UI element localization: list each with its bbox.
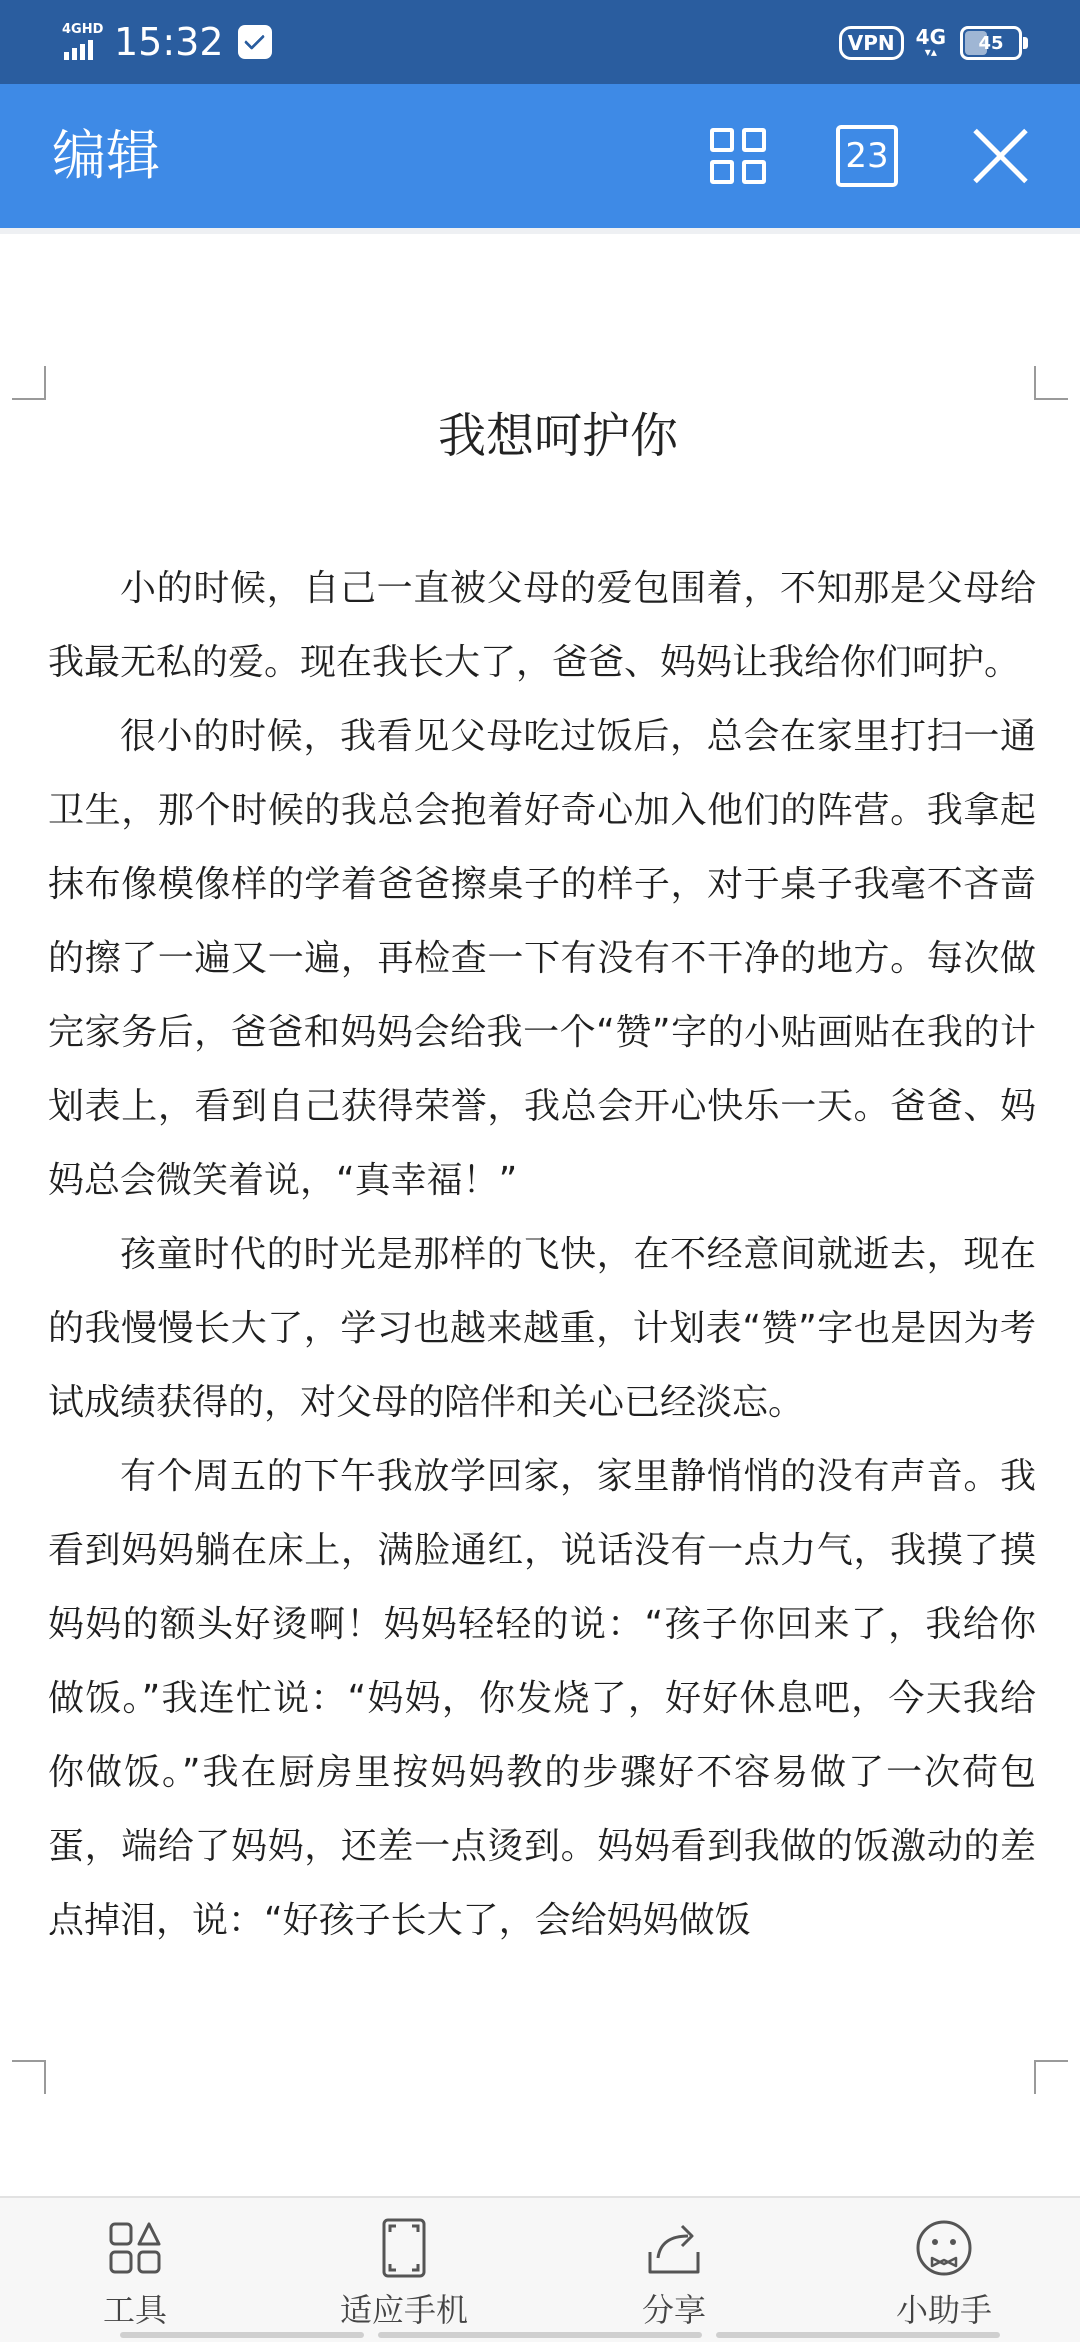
paragraph: 孩童时代的时光是那样的飞快，在不经意间就逝去，现在的我慢慢长大了，学习也越来越重，计划表“赞”字也是因为考试成绩获得的，对父母的陪伴和关心已经淡忘。 — [48, 1234, 1036, 1423]
status-left — [58, 18, 272, 66]
paragraph: 很小的时候，我看见父母吃过饭后，总会在家里打扫一通卫生，那个时候的我总会抱着好奇心加入他们的阵营。我拿起抹布像模像样的学着爸爸擦桌子的样子，对于桌子我毫不吝啬的擦了一遍又一遍，再检查一下有没有不干净的地方。每次做完家务后，爸爸和妈妈会给我一个“赞”字的小贴画贴在我的计划表上，看到自己获得荣誉，我总会开心快乐一天。爸爸、妈妈总会微笑着说，“真幸福！” — [48, 716, 1036, 1201]
bottom-toolbar — [0, 2196, 1080, 2342]
page-count-button[interactable]: 23 — [836, 125, 898, 187]
close-button[interactable] — [968, 122, 1036, 190]
mobile-data-icon: 4G ▾▴ — [915, 25, 946, 59]
document-title: 我想呵护你 — [437, 408, 678, 464]
clock: 15:32 — [114, 20, 224, 64]
grid-view-button[interactable] — [704, 122, 772, 190]
document-body[interactable] — [48, 552, 1036, 1958]
paragraph: 小的时候，自己一直被父母的爱包围着，不知那是父母给我最无私的爱。现在我长大了，爸爸、妈妈让我给你们呵护。 — [48, 568, 1036, 683]
share-icon — [644, 2218, 704, 2278]
share-label: 分享 — [641, 2291, 706, 2329]
share-button[interactable] — [574, 2198, 774, 2342]
mobile-data-label: 4G — [915, 25, 946, 49]
page-corner-mark — [12, 2060, 46, 2094]
message-notification-icon — [238, 25, 272, 59]
vpn-badge: VPN — [839, 26, 904, 60]
status-bar — [0, 0, 1080, 84]
assistant-icon — [914, 2218, 974, 2278]
toolbar-divider — [378, 2332, 702, 2338]
fit-phone-label: 适应手机 — [339, 2291, 468, 2329]
fit-screen-icon — [374, 2218, 434, 2278]
tools-icon — [105, 2218, 165, 2278]
status-right — [839, 22, 1022, 64]
tools-label: 工具 — [102, 2291, 167, 2329]
assistant-label: 小助手 — [895, 2291, 992, 2329]
battery-icon — [960, 26, 1022, 60]
paragraph: 有个周五的下午我放学回家，家里静悄悄的没有声音。我看到妈妈躺在床上，满脸通红，说话没有一点力气，我摸了摸妈妈的额头好烫啊！妈妈轻轻的说：“孩子你回来了，我给你做饭。”我连忙说：“妈妈，你发烧了，好好休息吧，今天我给你做饭。”我在厨房里按妈妈教的步骤好不容易做了一次荷包蛋，端给了妈妈，还差一点烫到。妈妈看到我做的饭激动的差点掉泪，说：“好孩子长大了，会给妈妈做饭 — [48, 1456, 1036, 1941]
network-type: 4GHD — [62, 22, 104, 37]
app-bar — [0, 84, 1080, 228]
fit-phone-button[interactable] — [304, 2198, 504, 2342]
battery-level: 45 — [978, 32, 1004, 54]
page-title: 编辑 — [52, 124, 160, 187]
tools-button[interactable] — [35, 2198, 235, 2342]
page-corner-mark — [1034, 366, 1068, 400]
toolbar-divider — [120, 2332, 364, 2338]
assistant-button[interactable] — [844, 2198, 1044, 2342]
signal-icon — [58, 20, 106, 64]
page-corner-mark — [1034, 2060, 1068, 2094]
toolbar-divider — [716, 2332, 1000, 2338]
page-corner-mark — [12, 366, 46, 400]
document-page[interactable] — [0, 228, 1080, 2202]
